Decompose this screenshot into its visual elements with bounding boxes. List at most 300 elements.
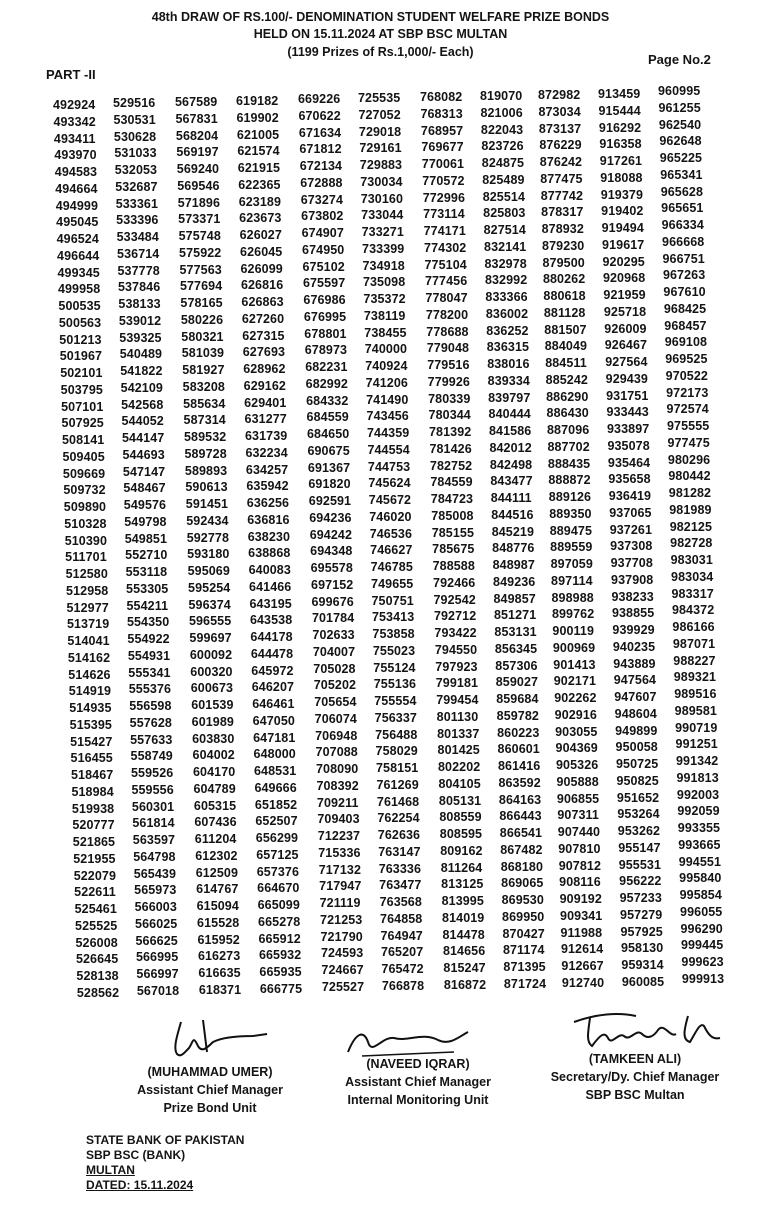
bond-number: 764858	[380, 911, 423, 926]
bond-number: 533396	[116, 213, 159, 228]
bond-number: 636256	[246, 496, 290, 510]
bond-number: 701784	[311, 611, 355, 626]
bond-number: 612302	[195, 848, 238, 863]
bond-number: 715336	[318, 845, 361, 860]
bond-number: 819070	[480, 89, 523, 103]
bond-number: 618371	[198, 982, 242, 997]
bond-number: 580226	[180, 312, 224, 327]
bond-number: 921959	[603, 288, 646, 302]
bond-number: 678801	[304, 326, 347, 341]
bond-number: 977475	[667, 435, 710, 450]
bond-number: 774302	[424, 240, 467, 255]
bond-number: 822043	[480, 122, 524, 137]
bond-number: 781392	[429, 425, 472, 439]
bond-number: 665912	[258, 931, 301, 946]
bond-number: 983317	[671, 586, 714, 601]
bond-number: 708392	[316, 778, 359, 793]
part-label: PART -II	[46, 67, 96, 82]
bond-number: 514626	[68, 667, 111, 682]
bond-number: 631739	[245, 429, 288, 443]
bond-number: 753858	[372, 627, 415, 641]
bond-number: 549851	[124, 531, 167, 546]
bond-number: 673274	[300, 192, 343, 207]
bond-number: 770572	[422, 173, 465, 188]
bond-number: 632234	[245, 445, 288, 460]
bond-number: 627693	[242, 345, 286, 360]
bond-number: 797923	[435, 659, 478, 674]
bond-number: 876229	[539, 138, 582, 153]
bond-number: 861416	[498, 759, 541, 773]
bond-number: 825803	[483, 206, 526, 221]
bond-number: 901413	[553, 657, 596, 672]
bond-number: 836315	[486, 340, 530, 355]
bond-number: 585634	[183, 396, 226, 411]
bond-number: 645972	[251, 663, 294, 678]
bond-number: 510328	[64, 516, 107, 531]
bond-number: 991813	[676, 770, 719, 785]
bond-number: 626045	[240, 244, 283, 259]
bond-number: 780344	[428, 408, 471, 423]
bond-number: 587314	[183, 413, 226, 428]
bond-number: 792712	[433, 609, 477, 624]
bond-number: 995854	[679, 888, 722, 902]
bond-number: 775104	[424, 257, 467, 272]
bond-number: 839334	[487, 373, 530, 388]
bond-number: 984372	[671, 603, 715, 618]
bond-number: 864163	[498, 792, 542, 807]
bond-number: 755554	[374, 694, 417, 708]
bond-number: 647181	[253, 730, 296, 745]
bond-number: 664670	[257, 881, 300, 896]
bond-number: 913459	[598, 87, 641, 101]
signatory-2	[323, 1055, 513, 1109]
bond-number: 697152	[311, 577, 354, 592]
bond-number: 898988	[551, 590, 594, 605]
bond-number: 939929	[612, 623, 655, 637]
bond-number: 536714	[117, 246, 160, 261]
bond-number: 950725	[616, 757, 659, 771]
bond-number: 494999	[55, 198, 98, 213]
bond-number: 503795	[60, 382, 103, 397]
bond-number: 544693	[122, 447, 165, 462]
bond-number: 851271	[493, 608, 537, 623]
bond-number: 544147	[122, 431, 165, 445]
bond-number: 626099	[240, 261, 283, 276]
bond-number: 533361	[115, 196, 158, 211]
bond-number: 859027	[495, 675, 539, 690]
bond-number: 860601	[497, 742, 540, 757]
bond-number: 669226	[298, 92, 341, 106]
bond-number: 581039	[181, 346, 225, 361]
bond-number: 808559	[439, 810, 482, 825]
bond-number: 969108	[664, 335, 708, 350]
bond-number: 746627	[370, 543, 413, 558]
bond-number: 801130	[436, 709, 479, 724]
bond-number: 993355	[677, 821, 721, 835]
bond-number: 745624	[368, 476, 411, 491]
bond-number: 694348	[310, 544, 353, 559]
bond-number: 991251	[675, 737, 718, 752]
bond-number: 994551	[678, 854, 721, 869]
bond-number: 965628	[660, 184, 703, 199]
bond-number: 965651	[661, 201, 704, 216]
bond-number: 514162	[67, 650, 111, 665]
bond-number: 691367	[307, 460, 351, 475]
bond-number: 761269	[376, 777, 419, 792]
bond-number: 678973	[304, 343, 348, 358]
bond-number: 600673	[190, 681, 234, 696]
bond-number: 499958	[57, 282, 101, 297]
bond-number: 521955	[73, 851, 116, 866]
bond-number: 729018	[358, 124, 402, 139]
bond-number: 970522	[665, 368, 708, 383]
bond-number: 868180	[500, 859, 543, 874]
bond-number: 623189	[238, 194, 281, 209]
bond-number: 981282	[668, 486, 712, 500]
bond-number: 931751	[606, 388, 649, 403]
bond-number: 909192	[559, 892, 602, 906]
bond-number: 526008	[75, 935, 118, 950]
bond-number: 935078	[607, 438, 650, 453]
bond-number: 763147	[378, 844, 421, 859]
bond-number: 995840	[679, 871, 722, 886]
bond-number: 554211	[126, 598, 169, 613]
bond-number: 750751	[371, 593, 414, 608]
signatory-3-title: Secretary/Dy. Chief Manager	[550, 1070, 720, 1084]
bond-number: 957279	[620, 907, 663, 922]
bond-number: 992059	[677, 804, 720, 819]
bond-number: 692591	[308, 494, 352, 508]
bond-number: 878932	[541, 222, 584, 236]
bond-number: 626027	[239, 228, 282, 242]
bond-number: 559556	[131, 782, 174, 797]
bond-number: 886290	[546, 389, 589, 404]
bond-number: 601989	[191, 714, 234, 729]
bond-number: 733271	[361, 225, 404, 239]
bond-number: 549798	[124, 514, 167, 529]
bond-number: 493342	[53, 114, 96, 129]
bond-number: 935464	[607, 455, 651, 470]
bond-number: 779926	[427, 374, 470, 389]
bond-number: 880618	[543, 289, 586, 303]
bond-number: 938855	[611, 606, 655, 621]
bond-number: 569546	[177, 178, 220, 193]
bond-number: 549576	[123, 498, 167, 512]
bond-number: 621574	[237, 144, 280, 159]
bond-number: 919494	[601, 221, 644, 235]
bond-number: 768957	[420, 123, 464, 138]
bond-number: 589893	[184, 463, 228, 478]
bond-number: 621915	[237, 161, 281, 175]
bond-number: 996290	[680, 921, 723, 936]
bond-number: 993665	[678, 837, 721, 852]
bond-number: 589532	[184, 430, 227, 444]
bond-number: 619902	[236, 110, 279, 125]
bond-number: 811264	[440, 860, 483, 875]
bond-number: 840444	[488, 407, 531, 422]
bond-number: 937308	[610, 539, 653, 554]
bond-number: 917261	[599, 154, 643, 168]
bond-number: 706948	[315, 728, 358, 743]
bond-number: 566025	[135, 916, 178, 931]
bond-number: 886430	[546, 406, 589, 421]
bond-number: 704007	[312, 644, 356, 659]
bond-number: 926467	[604, 338, 648, 353]
bond-number: 542109	[120, 380, 163, 395]
bond-number: 937908	[611, 572, 654, 587]
bond-number: 980296	[667, 452, 711, 467]
bond-number: 603830	[192, 731, 235, 746]
bond-number: 553305	[126, 581, 169, 596]
bond-number: 629401	[244, 395, 287, 410]
bond-number: 785155	[431, 525, 474, 540]
bond-number: 533484	[116, 230, 159, 244]
prize-info: (1199 Prizes of Rs.1,000/- Each)	[287, 45, 474, 59]
bond-number: 695578	[310, 561, 353, 575]
bond-number: 512580	[65, 567, 108, 581]
bond-number: 766878	[381, 978, 425, 993]
bond-number: 542568	[121, 397, 164, 412]
bond-number: 799181	[435, 676, 479, 691]
bond-number: 827514	[483, 223, 526, 237]
bond-number: 958130	[620, 941, 664, 956]
bond-number: 727052	[358, 107, 401, 122]
signatory-3	[530, 1050, 740, 1104]
bond-number: 682231	[305, 360, 348, 374]
bond-number: 591451	[185, 497, 229, 511]
bond-number: 592778	[186, 530, 229, 545]
bond-number: 915444	[598, 103, 641, 118]
bond-number: 532053	[114, 163, 158, 177]
bond-number: 735098	[362, 275, 406, 290]
bond-number: 982125	[669, 519, 712, 534]
bond-number: 516455	[70, 751, 113, 766]
bond-number: 912614	[560, 942, 604, 957]
bond-number: 961255	[658, 100, 701, 115]
bond-number: 905888	[556, 774, 599, 789]
bond-number: 832978	[484, 256, 527, 271]
bond-number: 515395	[69, 717, 112, 732]
issuer-city: MULTAN	[86, 1163, 135, 1177]
bond-number: 821006	[480, 105, 523, 120]
bond-number: 916358	[599, 137, 642, 152]
bond-number: 889126	[548, 490, 592, 504]
bond-number: 691820	[308, 477, 351, 492]
bond-number: 671634	[298, 125, 342, 140]
bond-number: 595069	[187, 564, 230, 578]
bond-number: 887096	[547, 423, 590, 437]
bond-number: 966334	[661, 218, 704, 232]
bond-number: 948604	[614, 706, 657, 721]
bond-number: 966751	[662, 251, 705, 266]
bond-number: 927564	[605, 355, 648, 369]
bond-number: 525461	[74, 902, 117, 916]
bond-number: 793422	[434, 626, 477, 640]
bond-number: 626863	[241, 295, 284, 309]
bond-number: 746536	[369, 526, 412, 541]
bond-number: 684332	[306, 393, 349, 408]
bond-number: 953262	[617, 824, 661, 838]
bond-number: 730034	[360, 174, 403, 189]
bond-number: 972574	[666, 402, 709, 417]
bond-number: 778200	[425, 307, 469, 322]
bond-number: 999623	[681, 955, 724, 969]
bond-number: 777456	[424, 274, 468, 289]
bond-number: 966668	[662, 234, 705, 249]
bond-number: 936419	[608, 489, 652, 503]
signatory-1-unit: Prize Bond Unit	[163, 1101, 257, 1115]
signatory-3-unit: SBP BSC Multan	[585, 1088, 685, 1102]
bond-number: 712237	[317, 829, 361, 843]
bond-number: 690675	[307, 443, 350, 458]
bond-number: 933443	[606, 405, 649, 420]
bond-number: 842498	[489, 457, 533, 472]
bond-number: 744554	[367, 442, 410, 457]
bond-number: 746785	[370, 560, 413, 574]
bond-number: 628962	[243, 362, 286, 376]
bond-number: 538133	[118, 297, 161, 311]
bond-number: 778047	[425, 291, 468, 305]
bond-number: 600320	[190, 664, 233, 679]
bond-number: 816872	[443, 977, 487, 992]
bond-number: 682992	[305, 376, 348, 391]
bond-number: 744359	[367, 426, 410, 440]
bond-number: 920968	[602, 271, 646, 286]
bond-number: 860223	[497, 725, 540, 740]
bond-number: 616635	[198, 966, 241, 980]
bond-number: 832992	[484, 273, 528, 288]
bond-number: 648000	[253, 747, 296, 762]
bond-number: 859684	[496, 692, 539, 706]
bond-number: 990719	[675, 720, 718, 735]
bond-number: 741206	[365, 375, 408, 390]
bond-number: 755023	[372, 643, 416, 658]
bond-number: 905326	[556, 758, 599, 772]
bond-number: 957925	[620, 924, 663, 939]
bond-number: 514919	[68, 684, 112, 699]
bond-number: 764947	[380, 928, 423, 943]
bond-number: 863592	[498, 775, 541, 790]
bond-number: 622365	[238, 177, 281, 192]
bond-number: 805131	[438, 793, 482, 808]
bond-number: 983034	[671, 569, 714, 584]
bond-number: 592434	[186, 513, 229, 528]
bond-number: 607436	[194, 815, 237, 830]
bond-number: 804105	[438, 776, 481, 791]
bond-number: 999445	[680, 938, 724, 953]
bond-number: 769677	[421, 140, 464, 155]
bond-number: 879230	[542, 238, 585, 253]
bond-number: 902916	[554, 707, 597, 722]
bond-number: 708090	[316, 762, 359, 776]
bond-number: 596555	[188, 614, 232, 629]
bond-number: 774171	[423, 224, 466, 238]
bond-number: 866541	[499, 826, 543, 840]
bond-number: 989516	[674, 687, 717, 701]
bond-number: 615952	[197, 932, 240, 947]
bond-number: 616273	[197, 949, 241, 964]
bond-number: 756488	[375, 727, 418, 742]
bond-number: 567831	[175, 111, 218, 126]
bond-number: 614767	[196, 882, 239, 897]
bond-number: 500563	[58, 315, 102, 330]
bond-number: 502101	[60, 366, 103, 380]
bond-number: 897114	[551, 573, 593, 588]
bond-number: 548467	[123, 481, 166, 496]
bond-number: 508141	[62, 433, 105, 447]
bond-number: 925718	[603, 304, 647, 319]
bond-number: 768082	[420, 90, 463, 104]
bond-number: 611204	[194, 832, 237, 846]
bond-number: 702633	[312, 628, 355, 642]
signatory-2-name: (NAVEED IQRAR)	[366, 1057, 470, 1071]
bond-number: 547147	[122, 464, 166, 479]
bond-number: 907812	[558, 858, 601, 873]
bond-number: 684559	[306, 410, 349, 425]
bond-number: 955531	[618, 857, 661, 872]
bond-number: 937708	[610, 556, 653, 570]
bond-number: 983031	[670, 553, 713, 567]
bond-number: 599697	[189, 631, 232, 645]
bond-number: 813125	[441, 877, 484, 892]
bond-number: 561814	[132, 816, 175, 831]
bond-number: 746020	[369, 509, 412, 524]
bond-number: 567018	[136, 983, 180, 998]
bond-number: 871174	[502, 943, 545, 958]
bond-number: 601539	[191, 698, 234, 712]
bond-number: 580321	[181, 329, 224, 344]
bond-number: 768313	[420, 106, 463, 121]
bond-number: 649666	[254, 780, 297, 795]
bond-number: 540489	[119, 347, 163, 362]
bond-number: 889559	[550, 540, 593, 555]
bond-number: 694242	[309, 527, 352, 542]
bond-number: 814019	[442, 910, 485, 925]
bond-number: 919402	[601, 204, 644, 219]
bond-number: 724593	[320, 946, 364, 961]
bond-number: 801425	[437, 743, 480, 758]
bond-number: 674950	[302, 242, 345, 257]
bond-number: 856345	[494, 641, 538, 656]
bond-number: 590613	[185, 480, 228, 495]
bond-number: 604170	[193, 765, 236, 779]
bond-number: 509405	[62, 449, 105, 464]
bond-number: 872982	[538, 88, 581, 102]
bond-number: 743456	[366, 409, 409, 424]
bond-number: 808595	[439, 827, 483, 841]
bond-number: 749655	[371, 576, 414, 591]
bond-number: 500535	[58, 299, 101, 313]
bond-number: 730160	[360, 191, 403, 206]
bond-number: 788588	[432, 559, 475, 573]
bond-number: 870427	[502, 926, 545, 941]
bond-number: 839797	[488, 390, 531, 405]
bond-number: 755124	[373, 660, 416, 675]
bond-number: 626816	[240, 278, 284, 293]
bond-number: 558749	[130, 749, 173, 764]
bond-number: 967610	[663, 285, 706, 299]
bond-number: 903055	[555, 724, 598, 739]
bond-number: 802202	[438, 760, 481, 774]
bond-number: 544052	[121, 414, 164, 429]
bond-number: 595254	[188, 580, 231, 595]
bond-number: 511701	[65, 550, 107, 565]
bond-number: 621005	[236, 127, 280, 142]
signatory-1-name: (MUHAMMAD UMER)	[147, 1065, 273, 1079]
signature-muhammad-umer	[163, 1008, 273, 1063]
bond-number: 575748	[178, 229, 221, 243]
bond-number: 721790	[320, 929, 363, 944]
